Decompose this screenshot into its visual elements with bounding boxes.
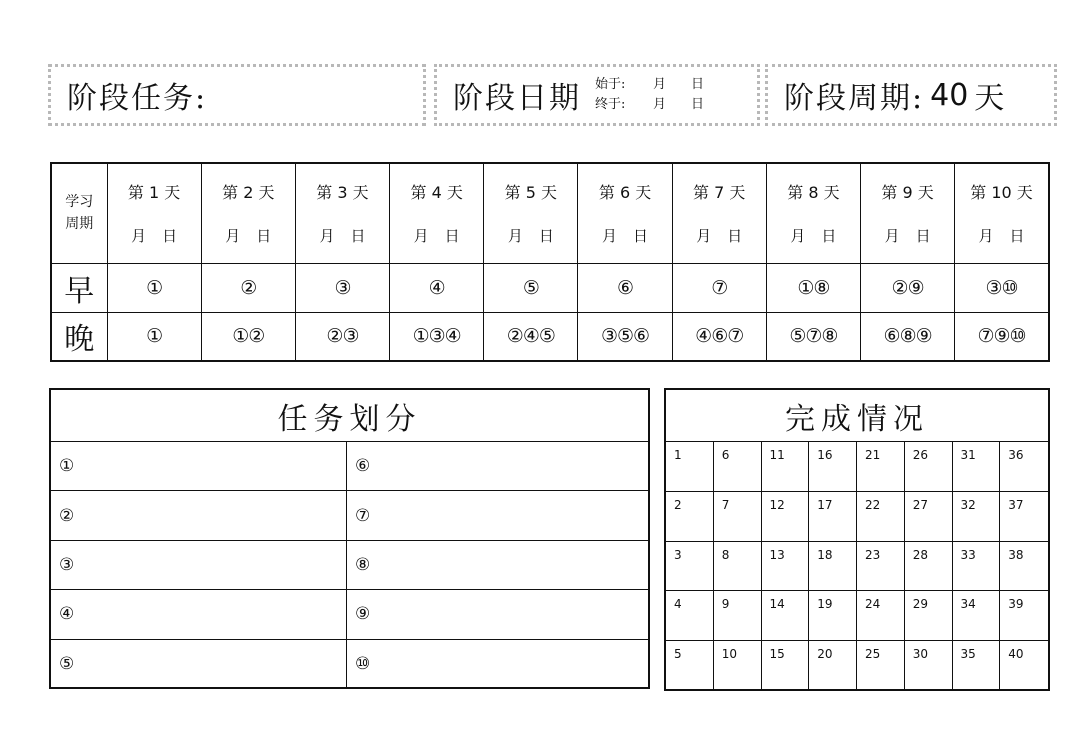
month-char: 月 [790, 227, 806, 246]
month-char: 月 [884, 227, 900, 246]
evening-review-cell: ① [107, 312, 201, 361]
month-char: 月 [978, 227, 994, 246]
task-item[interactable]: ④ [51, 590, 347, 639]
evening-review-cell: ①② [201, 312, 295, 361]
completion-day-cell[interactable]: 35 [953, 641, 1001, 691]
day-month-day [955, 225, 1048, 246]
day-number: 4 [431, 183, 442, 203]
morning-review-cell: ⑥ [578, 263, 672, 312]
evening-review-cell: ③⑤⑥ [578, 312, 672, 361]
day-suffix: 天 [258, 183, 275, 203]
start-date-line [595, 75, 711, 95]
stage-date-box [434, 64, 760, 126]
day-prefix: 第 [222, 183, 239, 203]
day-month-day [108, 225, 201, 246]
morning-review-cell: ①⑧ [766, 263, 860, 312]
completion-day-cell[interactable]: 16 [809, 442, 857, 492]
completion-day-cell[interactable]: 27 [905, 492, 953, 542]
completion-day-cell[interactable]: 14 [762, 591, 810, 641]
month-char: 月 [602, 227, 618, 246]
completion-day-cell[interactable]: 38 [1000, 542, 1048, 592]
morning-review-cell: ① [107, 263, 201, 312]
day-char: 日 [350, 227, 366, 246]
task-division-title: 任务划分 [51, 390, 648, 442]
day-prefix: 第 [787, 183, 804, 203]
task-item[interactable]: ③ [51, 541, 347, 590]
day-suffix: 天 [541, 183, 558, 203]
completion-day-cell[interactable]: 21 [857, 442, 905, 492]
day-number: 5 [525, 183, 536, 203]
completion-day-cell[interactable]: 18 [809, 542, 857, 592]
completion-grid [666, 442, 1048, 691]
task-item[interactable]: ② [51, 491, 347, 540]
task-item[interactable]: ⑤ [51, 640, 347, 689]
day-char: 日 [256, 227, 272, 246]
evening-review-cell: ⑥⑧⑨ [861, 312, 955, 361]
completion-day-cell[interactable]: 33 [953, 542, 1001, 592]
day-number: 6 [619, 183, 631, 203]
day-month-day [578, 225, 671, 246]
month-char: 月 [507, 227, 523, 246]
day-label [861, 180, 954, 203]
evening-row [51, 312, 1049, 361]
day-header-cell [484, 163, 578, 263]
evening-review-cell: ①③④ [390, 312, 484, 361]
day-char: 日 [162, 227, 178, 246]
day-suffix: 天 [823, 183, 840, 203]
day-char: 日 [633, 227, 649, 246]
month-char: 月 [413, 227, 429, 246]
completion-day-cell[interactable]: 12 [762, 492, 810, 542]
completion-day-cell[interactable]: 3 [666, 542, 714, 592]
day-label [673, 180, 766, 203]
schedule-header-row [51, 163, 1049, 263]
completion-day-cell[interactable]: 11 [762, 442, 810, 492]
day-suffix: 天 [164, 183, 181, 203]
month-char: 月 [319, 227, 335, 246]
day-header-cell [390, 163, 484, 263]
morning-label: 早 [51, 263, 107, 312]
day-month-day [390, 225, 483, 246]
morning-review-cell: ②⑨ [861, 263, 955, 312]
completion-day-cell[interactable]: 30 [905, 641, 953, 691]
month-char: 月 [131, 227, 147, 246]
completion-day-cell[interactable]: 36 [1000, 442, 1048, 492]
completion-day-cell[interactable]: 8 [714, 542, 762, 592]
task-division-panel [49, 388, 650, 689]
completion-day-cell[interactable]: 31 [953, 442, 1001, 492]
month-char: 月 [696, 227, 712, 246]
day-suffix: 天 [729, 183, 746, 203]
evening-review-cell: ②④⑤ [484, 312, 578, 361]
stage-task-box [48, 64, 426, 126]
start-month: 月 [653, 77, 667, 92]
task-item[interactable]: ⑥ [347, 442, 648, 491]
day-label [390, 180, 483, 203]
completion-day-cell[interactable]: 2 [666, 492, 714, 542]
evening-review-cell: ⑤⑦⑧ [766, 312, 860, 361]
evening-review-cell: ②③ [295, 312, 389, 361]
day-char: 日 [727, 227, 743, 246]
completion-day-cell[interactable]: 9 [714, 591, 762, 641]
completion-day-cell[interactable]: 1 [666, 442, 714, 492]
completion-day-cell[interactable]: 22 [857, 492, 905, 542]
completion-day-cell[interactable]: 10 [714, 641, 762, 691]
day-label [484, 180, 577, 203]
day-number: 2 [243, 183, 254, 203]
day-prefix: 第 [598, 183, 615, 203]
day-header-cell [955, 163, 1049, 263]
day-header-cell [107, 163, 201, 263]
start-day: 日 [691, 77, 705, 92]
stage-cycle-box [765, 64, 1057, 126]
day-char: 日 [1009, 227, 1025, 246]
day-header-cell [578, 163, 672, 263]
day-month-day [673, 225, 766, 246]
day-char: 日 [444, 227, 460, 246]
day-prefix: 第 [410, 183, 427, 203]
day-header-cell [672, 163, 766, 263]
stage-task-label: 阶段任务: [67, 81, 208, 116]
completion-day-cell[interactable]: 15 [762, 641, 810, 691]
stage-cycle-unit: 天 [974, 81, 1007, 116]
study-schedule-table [50, 162, 1050, 362]
day-char: 日 [821, 227, 837, 246]
study-cycle-line1: 学习 [65, 194, 94, 211]
morning-review-cell: ② [201, 263, 295, 312]
stage-cycle-days: 40 [930, 77, 969, 113]
day-header-cell [295, 163, 389, 263]
morning-review-cell: ⑦ [672, 263, 766, 312]
completion-day-cell[interactable]: 19 [809, 591, 857, 641]
day-month-day [202, 225, 295, 246]
day-month-day [861, 225, 954, 246]
end-day: 日 [691, 97, 705, 112]
end-month: 月 [653, 97, 667, 112]
completion-day-cell[interactable]: 26 [905, 442, 953, 492]
completion-day-cell[interactable]: 39 [1000, 591, 1048, 641]
end-date-line [595, 95, 711, 115]
day-label [767, 180, 860, 203]
completion-day-cell[interactable]: 29 [905, 591, 953, 641]
day-number: 9 [902, 183, 913, 203]
day-prefix: 第 [693, 183, 710, 203]
task-item[interactable]: ① [51, 442, 347, 491]
completion-day-cell[interactable]: 37 [1000, 492, 1048, 542]
evening-review-cell: ④⑥⑦ [672, 312, 766, 361]
completion-day-cell[interactable]: 6 [714, 442, 762, 492]
day-number: 1 [149, 183, 160, 203]
completion-day-cell[interactable]: 5 [666, 641, 714, 691]
day-number: 7 [714, 183, 725, 203]
task-item[interactable]: ⑧ [347, 541, 648, 590]
day-number: 10 [991, 183, 1012, 203]
day-label [296, 180, 389, 203]
day-suffix: 天 [635, 183, 652, 203]
day-label [955, 180, 1048, 203]
day-label [202, 180, 295, 203]
evening-label: 晚 [51, 312, 107, 361]
day-prefix: 第 [970, 183, 987, 203]
completion-day-cell[interactable]: 13 [762, 542, 810, 592]
day-char: 日 [915, 227, 931, 246]
day-header-cell [861, 163, 955, 263]
day-suffix: 天 [917, 183, 934, 203]
day-header-cell [766, 163, 860, 263]
morning-review-cell: ④ [390, 263, 484, 312]
day-char: 日 [538, 227, 554, 246]
day-number: 3 [337, 183, 348, 203]
completion-panel [664, 388, 1050, 691]
day-label [578, 180, 671, 203]
day-number: 8 [808, 183, 819, 203]
morning-review-cell: ③⑩ [955, 263, 1049, 312]
study-cycle-header [51, 163, 107, 263]
day-month-day [296, 225, 389, 246]
completion-day-cell[interactable]: 32 [953, 492, 1001, 542]
morning-review-cell: ③ [295, 263, 389, 312]
morning-review-cell: ⑤ [484, 263, 578, 312]
study-cycle-line2: 周期 [65, 216, 94, 233]
task-division-grid [51, 442, 648, 689]
day-suffix: 天 [446, 183, 463, 203]
day-prefix: 第 [504, 183, 521, 203]
day-prefix: 第 [881, 183, 898, 203]
stage-date-label: 阶段日期 [453, 81, 581, 116]
completion-day-cell[interactable]: 34 [953, 591, 1001, 641]
completion-day-cell[interactable]: 4 [666, 591, 714, 641]
completion-day-cell[interactable]: 24 [857, 591, 905, 641]
day-suffix: 天 [352, 183, 369, 203]
task-item[interactable]: ⑦ [347, 491, 648, 540]
day-suffix: 天 [1016, 183, 1033, 203]
completion-title: 完成情况 [666, 390, 1048, 442]
day-month-day [767, 225, 860, 246]
day-label [108, 180, 201, 203]
day-header-cell [201, 163, 295, 263]
completion-day-cell[interactable]: 40 [1008, 647, 1024, 662]
completion-day-cell[interactable]: 28 [905, 542, 953, 592]
evening-review-cell: ⑦⑨⑩ [955, 312, 1049, 361]
stage-date-range [595, 75, 711, 115]
start-label: 始于: [595, 77, 626, 92]
day-prefix: 第 [127, 183, 144, 203]
completion-day-cell[interactable]: 17 [809, 492, 857, 542]
completion-day-cell[interactable]: 7 [714, 492, 762, 542]
task-item[interactable]: ⑩ [355, 654, 371, 675]
morning-row [51, 263, 1049, 312]
month-char: 月 [225, 227, 241, 246]
task-item[interactable]: ⑨ [347, 590, 648, 639]
completion-day-cell[interactable]: 23 [857, 542, 905, 592]
completion-day-cell[interactable]: 20 [809, 641, 857, 691]
stage-cycle-label: 阶段周期: [784, 81, 925, 116]
completion-day-cell[interactable]: 25 [857, 641, 905, 691]
day-month-day [484, 225, 577, 246]
end-label: 终于: [595, 97, 626, 112]
day-prefix: 第 [316, 183, 333, 203]
